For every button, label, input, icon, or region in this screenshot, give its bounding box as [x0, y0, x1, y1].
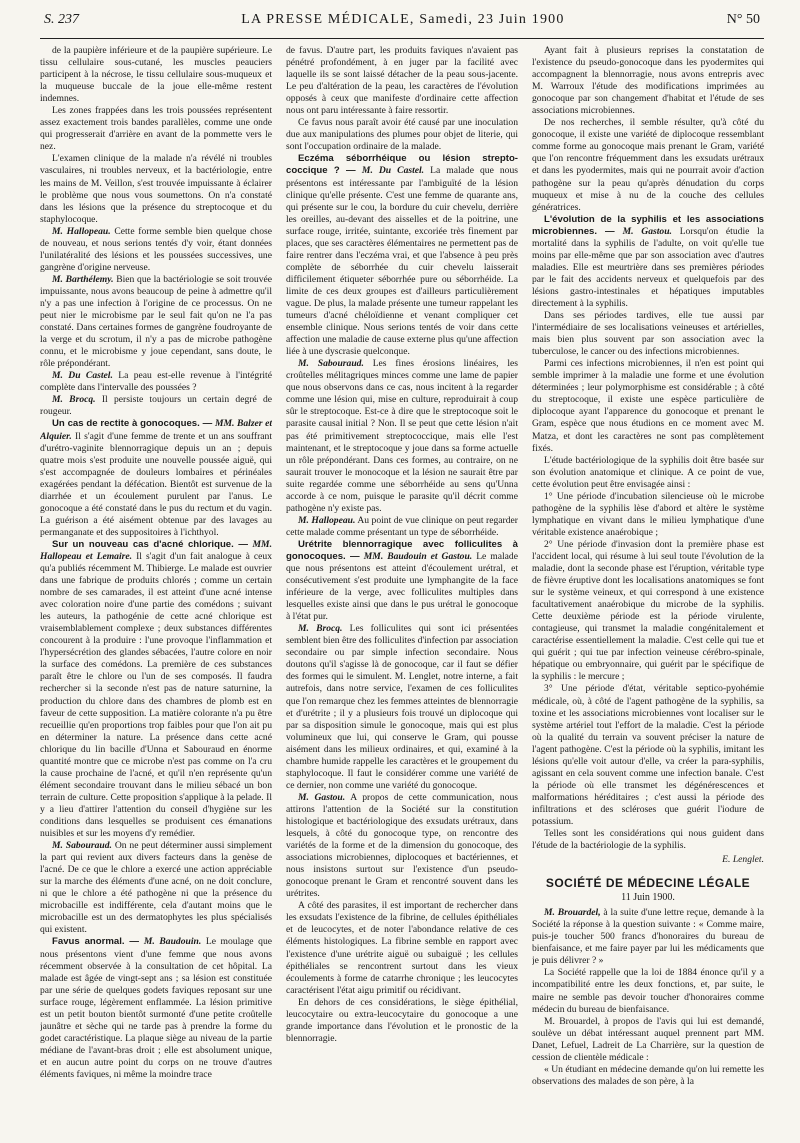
paragraph-text: Au point de vue clinique on peut regarder cette malade comme présentant un type de séborrhéide.: [286, 514, 518, 538]
speaker-name: M. Barthélemy.: [52, 273, 114, 285]
speaker-name: M. Brocq.: [52, 394, 96, 406]
paragraph: de la paupière inférieure et de la paupière supérieure. Le tissu cellulaire sous-cutané, les muscles peauciers participent à la nécrose, le tissu cellulaire sous-muqueux et la muqueuse buccale de la joue elle-même restent indemnes.: [40, 45, 272, 105]
paragraph-text: Il persiste toujours un certain degré de rougeur.: [40, 394, 272, 418]
paragraph: La Société rappelle que la loi de 1884 énonce qu'il y a incompatibilité entre les deux fonctions, et, par suite, le maire ne semble pas devoir toucher d'honoraires comme médecin du bureau de bienfaisance.: [532, 967, 764, 1015]
paragraph-text: Lorsqu'on étudie la mortalité dans la syphilis de l'adulte, on voit qu'elle tue moins par elle-même que par son association avec d'autres maladies. Elle est meurtrière dans ses premières périodes par le fait des accidents nerveux et quelquefois par des lésions gastro-intestinales et hépatiques imputables directement à la syphilis.: [532, 225, 764, 309]
column-1: [40, 45, 272, 1137]
speaker-name: M. Brocq.: [298, 623, 343, 635]
paragraph-text: Il s'agit d'une femme de trente et un ans souffrant d'urétro-vaginite blennorragique depuis un an ; depuis quatre mois s'est produite une nouvelle poussée aiguë, qui s'est accompagnée de douleurs lombaires et périnéales exagérées pendant la défécation. Bientôt est survenue de la diarrhée et un écoulement purulent par l'anus. Le gonocoque a été constaté dans le pus du rectum et du vagin. La guérison a été aisément obtenue par des lavages au permanganate et des suppositoires à l'ichthyol.: [40, 430, 272, 538]
issue-number: N° 50: [726, 12, 760, 27]
paragraph: Dans ses périodes tardives, elle tue aussi par l'intermédiaire de ses localisations veineuses et artérielles, mais bien plus souvent par son association avec la tuberculose, le cancer ou des infections microbiennes.: [532, 310, 764, 358]
section-heading: Sur un nouveau cas d'acné chlorique. —: [52, 538, 253, 550]
paragraph: [40, 274, 272, 370]
paragraph: Ayant fait à plusieurs reprises la constatation de l'existence du pseudo-gonocoque dans les pyodermites qui accompagnent la blennorragie, nous avons entrepris avec M. Warroux l'étude des modifications imprimées au gonocoque par son changement d'habitat et l'étude de ses associations microbiennes.: [532, 45, 764, 117]
speaker-name: M. Brouardel,: [544, 907, 601, 919]
paragraph: 3° Une période d'état, véritable septico-pyohémie médicale, où, à côté de l'agent pathogène de la syphilis, sa toxine et les associations microbiennes vont localiser sur le système artériel tout l'effort de la maladie. C'est la période où la qualité du terrain va souvent préciser la nature de l'agent pathogène. C'est la période où la syphilis, imitant les lésions qu'elle voit autour d'elle, va créer la para-syphilis, agissant en cela souvent comme une infection banale. C'est la période où elle transmet les dégénérescences et malformations héréditaires ; c'est aussi la période des infiltrations et des scléroses que guérit l'iodure de potassium.: [532, 683, 764, 827]
paragraph-text: A propos de cette communication, nous attirons l'attention de la Société sur la constitution histologique et bactériologique des exsudats urétraux, dans lesquels, à côté du gonocoque type, on rencontre des variétés de la forme et de la dimension du gonocoque, des associations microbiennes, diplocoques et bactériennes, et nous insistons surtout sur l'existence d'un pseudo-gonocoque prenant le Gram et rencontré souvent dans les urétrites.: [286, 791, 518, 900]
paragraph-text: Bien que la bactériologie se soit trouvée impuissante, nous avons beaucoup de peine à admettre qu'il n'y a pas une infection à l'origine de ce processus. On ne peut nier le microbisme par le seul fait qu'on ne l'a pas constaté. Dans certaines formes de gangrène foudroyante de la verge et du scrotum, il n'y a pas de microbe pathogène connu, et le microbisme y joue cependant, sans doute, le rôle prépondérant.: [40, 273, 272, 370]
paragraph: [40, 394, 272, 418]
paragraph-text: Il s'agit d'un fait analogue à ceux qu'a publiés récemment M. Thibierge. Le malade est ouvrier dans une fabrique de produits chlorés ; comme un certain nombre de ses camarades, il est atteint d'une acné intense avec coloration noire d'une partie des comédons ; suivant les auteurs, la pathogénie de cette acné chlorique est vraisemblablement complexe ; deux substances différentes concourent à la produire : l'une provoque l'inflammation et l'hypersécrétion des glandes sébacées, l'autre colore en noir la surface des comédons. La première de ces substances paraît être le chlore ou l'un de ses composés. Il faudra rechercher si la seconde n'est pas de nature saturnine, la production du chlore dans des chambres de plomb est en faveur de cette supposition. La matière colorante n'a pu être recueillie qu'en proportions trop faibles pour que l'on ait pu en déterminer la nature. La présence dans cette acné chlorique du lin bacille d'Unna et Sabouraud en énorme quantité montre que ce microbe n'est pas comme on l'a cru la cause prochaine de l'acné, et qu'il n'en représente qu'un élément secondaire trouvant dans le milieu sébacé un bon terrain de culture. Cette proposition s'applique à la pelade. Il y a lieu d'attirer l'attention du conseil d'hygiène sur les conditions dans lesquelles se produisent ces émanations nuisibles et sur les moyens d'y remédier.: [40, 550, 272, 840]
page-number: S. 237: [44, 12, 79, 27]
paragraph-text: à la suite d'une lettre reçue, demande à la Société la réponse à la question suivante : « Comme maire, puis-je toucher 500 francs d'honoraires du bureau de bienfaisance, et me faire payer par lui les médicaments que je puis délivrer ? »: [532, 907, 764, 967]
paragraph: de favus. D'autre part, les produits faviques n'avaient pas pénétré profondément, à en juger par la facilité avec laquelle ils se sont laissé détacher de la peau sous-jacente. Le peu d'altération de la peau, les caractères de l'évolution opposés à ceux que manifeste d'ordinaire cette affection nous ont paru intéressante à faire ressortir.: [286, 45, 518, 117]
page-header: [40, 12, 764, 39]
paragraph: L'étude bactériologique de la syphilis doit être basée sur son évolution anatomique et clinique. A ce point de vue, cette évolution peut être envisagée ainsi :: [532, 454, 764, 490]
paragraph: 1° Une période d'incubation silencieuse où le microbe pathogène de la syphilis lèse d'abord et altère le système lymphatique en vivant dans le milieu lymphatique d'une véritable existence anaérobique ;: [532, 490, 764, 538]
paragraph-text: La malade que nous présentons est intéressante par l'ambiguïté de la lésion clinique qu'elle présente. C'est une femme de quarante ans, qui présente sur le cou, la bordure du cuir chevelu, derrière les oreilles, au-devant des aisselles et de la poitrine, une surface rouge, irritée, suintante, excoriée très finement par places, que ses caractères élémentaires ne permettent pas de faire rentrer dans l'eczéma vrai, et que l'absence à peu près complète de séborrhée du cuir chevelu laisserait difficilement étiqueter séborrhée pure ou séborrhéide. La limite de ces deux groupes est d'ailleurs particulièrement vague. De plus, la malade présente une tumeur rappelant les tumeurs d'acné chéloïdienne et venant compliquer cet ensemble clinique. Nous serions tentés de voir dans cette affection une maladie de cause externe plus qu'une affection liée à une dyscrasie quelconque.: [286, 165, 518, 358]
text-columns: [40, 45, 764, 1137]
speaker-name: M. Hallopeau.: [298, 514, 356, 526]
paragraph-text: On ne peut déterminer aussi simplement la part qui revient aux divers facteurs dans la genèse de l'acné. De ce que le chlore a exercé une action appréciable sur la marche des éléments d'une acné, on ne doit conclure, ni que le chlore a été pathogène ni que la présence du microbacille est indifférente, cela d'autant moins que le microbacille est un des dermatophytes les plus spécialisés qui existent.: [40, 840, 272, 936]
paragraph: M. Brouardel, à propos de l'avis qui lui est demandé, soulève un débat intéressant auquel prennent part MM. Danet, Lefuel, Ladreit de La Charrière, sur la question de cession de clientèle médicale :: [532, 1015, 764, 1063]
paragraph-text: Le malade que nous présentons est atteint d'écoulement urétral, et consécutivement s'est produite une lymphangite de la face inférieure de la verge, avec folliculites multiples dans lesquelles existe ainsi que dans le pus urétral le gonocoque à l'état pur.: [286, 550, 518, 623]
section-heading: Un cas de rectite à gonocoques. —: [52, 418, 215, 430]
paragraph: [286, 623, 518, 792]
society-title: SOCIÉTÉ DE MÉDECINE LÉGALE: [545, 876, 751, 891]
section-authors: MM. Hallopeau et Lemaire.: [40, 538, 272, 562]
section-heading: Favus anormal. —: [52, 936, 144, 948]
paragraph-text: Cette forme semble bien quelque chose de nouveau, et nous serions tentés d'y voir, étant données l'unilatéralité des lésions et les poussées successives, une gangrène d'origine nerveuse.: [40, 225, 272, 273]
section-authors: MM. Baudouin et Gastou.: [363, 550, 473, 562]
paragraph: [40, 840, 272, 936]
section-heading: Urétrite blennorragique avec folliculites à gonocoques. —: [286, 538, 518, 562]
speaker-name: M. Gastou.: [298, 791, 346, 803]
paragraph: Ce favus nous paraît avoir été causé par une inoculation due aux manipulations des plumes pour objet de literie, qui sont l'occupation ordinaire de la malade.: [286, 117, 518, 153]
column-2: [286, 45, 518, 1137]
paragraph: L'examen clinique de la malade n'a révélé ni troubles vasculaires, ni troubles nerveux, et la bactériologie, entre les mains de M. Veillon, s'est trouvée impuissante à éclairer le problème que nous vous soumettons. On n'a constaté dans les lésions que la présence du streptocoque et du staphylocoque.: [40, 153, 272, 225]
section-paragraph: [286, 153, 518, 358]
section-authors: M. Gastou.: [622, 225, 672, 237]
paragraph: [286, 792, 518, 900]
paragraph: [40, 370, 272, 394]
speaker-name: M. Hallopeau.: [52, 225, 111, 237]
paragraph: De nos recherches, il semble résulter, qu'à côté du gonocoque, il existe une variété de diplocoque ressemblant comme forme au gonocoque mais prenant le Gram, variété que l'on rencontre fréquemment dans les exsudats urétraux et dans les pyodermites, mais qui ne pourrait avoir d'action pathogène sur la peau qu'après dénudation du corps muqueux et mise à nu de la couche des cellules génératrices.: [532, 117, 764, 213]
paragraph-text: Les fines érosions linéaires, les croûtelles mélitagriques minces comme une lame de papier que nous observons dans ce cas, nous incitent à la regarder comme une lésion qui, mise en culture, reproduirait à coup sûr le streptocoque. Est-ce à dire que le streptocoque soit le parasite causal initial ? Non. Il se peut que cette lésion n'ait pas été primitivement streptococcique, mais elle l'est maintenant, et le streptocoque y joue dans sa forme actuelle un rôle prépondérant. Dans ces formes, au contraire, on ne saurait trouver le monocoque et la lésion ne saurait être par suite regardée comme une séborrhéide au sens qu'Unna accorde à ce nom, puisque le parasite qu'il décrit comme pathogène n'y existe pas.: [286, 358, 518, 514]
section-paragraph: [532, 214, 764, 310]
section-authors: M. Baudouin.: [143, 936, 202, 948]
speaker-name: M. Du Castel.: [52, 370, 113, 382]
speaker-name: M. Sabouraud.: [298, 358, 364, 370]
paragraph: [532, 907, 764, 967]
paragraph: [286, 358, 518, 515]
section-paragraph: [40, 936, 272, 1081]
paragraph: Telles sont les considérations qui nous guident dans l'étude de la bactériologie de la syphilis.: [532, 828, 764, 852]
paragraph-text: La peau est-elle revenue à l'intégrité complète dans l'intervalle des poussées ?: [40, 370, 272, 394]
paragraph: 2° Une période d'invasion dont la première phase est l'accident local, qui résume à lui seul toute l'évolution de la maladie, dont la seconde phase est l'éruption, véritable type de fièvre éruptive dont les localisations anatomiques se font sur le système veineux, et qui correspond à une existence facultativement anaérobique du microbe de la syphilis. Cette deuxième période est la période virulente, contagieuse, qui transmet la maladie congénitalement et caractérise essentiellement la maladie. C'est celle qui tue et qui guérit ; qui tue par infection veineuse cérébro-spinale, hépatique ou embryonnaire, qui guérit par le spécifique de la syphilis : le mercure ;: [532, 538, 764, 683]
paragraph-text: Le moulage que nous présentons vient d'une femme que nous avons récemment observée à la consultation de cet hôpital. La malade est âgée de vingt-sept ans ; sa lésion est constituée par une série de quelques godets faviques reposant sur une surface rouge, légèrement enflammée. La lésion primitive est un petit bouton bientôt surmonté d'une petite croûtelle jaunâtre et sèche qui ne tarde pas à prendre la forme du godet caractéristique. La plaque siège au niveau de la partie médiane de l'avant-bras droit ; elle est absolument unique, et en aucun autre point du corps on ne trouve d'autres éléments faviques, ni même la moindre trace: [40, 936, 272, 1080]
paragraph: [286, 515, 518, 539]
paragraph: Parmi ces infections microbiennes, il n'en est point qui semble imprimer à la maladie une forme et une évolution déterminées ; leur polymorphisme est considérable ; à côté du streptocoque, il existe une espèce particulière de diplocoque ayant l'apparence du gonocoque et prenant le Gram, espèce que nous étudions en ce moment avec M. Matza, et dont les caractères ne sont pas complètement fixés.: [532, 358, 764, 454]
author-signature: E. Lenglet.: [722, 854, 764, 866]
section-heading: Eczéma séborrhéique ou lésion strepto-coccique ? —: [286, 153, 518, 177]
section-authors: M. Du Castel.: [361, 165, 425, 177]
paragraph: Les zones frappées dans les trois poussées représentent assez exactement trois bandes parallèles, comme une onde qui progresserait d'arrière en avant de la pommette vers le nez.: [40, 105, 272, 153]
speaker-name: M. Sabouraud.: [52, 840, 112, 852]
journal-title: LA PRESSE MÉDICALE, Samedi, 23 Juin 1900: [241, 12, 565, 27]
paragraph: A côté des parasites, il est important de rechercher dans les exsudats l'existence de la fibrine, de cellules épithéliales et de leucocytes, et de noter l'abondance relative de ces éléments histologiques. La fibrine semble en rapport avec l'existence d'une urétrite aiguë ou subaiguë ; les cellules épithéliales se rencontrent surtout dans les vieux écoulements à forme de catarrhe chronique ; les leucocytes caractérisent l'état aigu primitif ou récidivant.: [286, 900, 518, 996]
section-paragraph: [40, 418, 272, 538]
society-header: [532, 876, 764, 903]
section-authors: MM. Balzer et Alquier.: [40, 418, 272, 442]
column-3: [532, 45, 764, 1137]
section-heading: L'évolution de la syphilis et les associations microbiennes. —: [532, 213, 764, 237]
paragraph: En dehors de ces considérations, le siège épithélial, leucocytaire ou extra-leucocytaire du gonocoque a une grande importance dans l'évolution et le pronostic de la blennorragie.: [286, 996, 518, 1044]
society-date: 11 Juin 1900.: [621, 892, 675, 904]
section-paragraph: [40, 539, 272, 840]
section-paragraph: [286, 539, 518, 623]
paragraph: « Un étudiant en médecine demande qu'on lui remette les observations des malades de son père, à la: [532, 1063, 764, 1087]
paragraph-text: Les folliculites qui sont ici présentées semblent bien être des folliculites d'infection par association secondaire ou par simple infection secondaire. Nous doutons qu'il s'agisse là de gonocoque, car il faut se défier des formes qui le simulent. M. Lenglet, notre interne, a fait autrefois, dans notre service, l'examen de ces folliculites que l'on remarque chez les femmes atteintes de blennorragie et d'urétrite ; il y a plusieurs fois trouvé un diplocoque qui par sa disposition simule le gonocoque, mais qui est plus volumineux que lui, qui conserve le Gram, qui pousse aisément dans les milieux ordinaires, et qui, examiné à la chambre humide rappelle les caractères et le groupement du staphylocoque. Il faut le considérer comme une variété de ce dernier, non comme une variété du gonocoque.: [286, 623, 518, 791]
paragraph: [40, 226, 272, 274]
